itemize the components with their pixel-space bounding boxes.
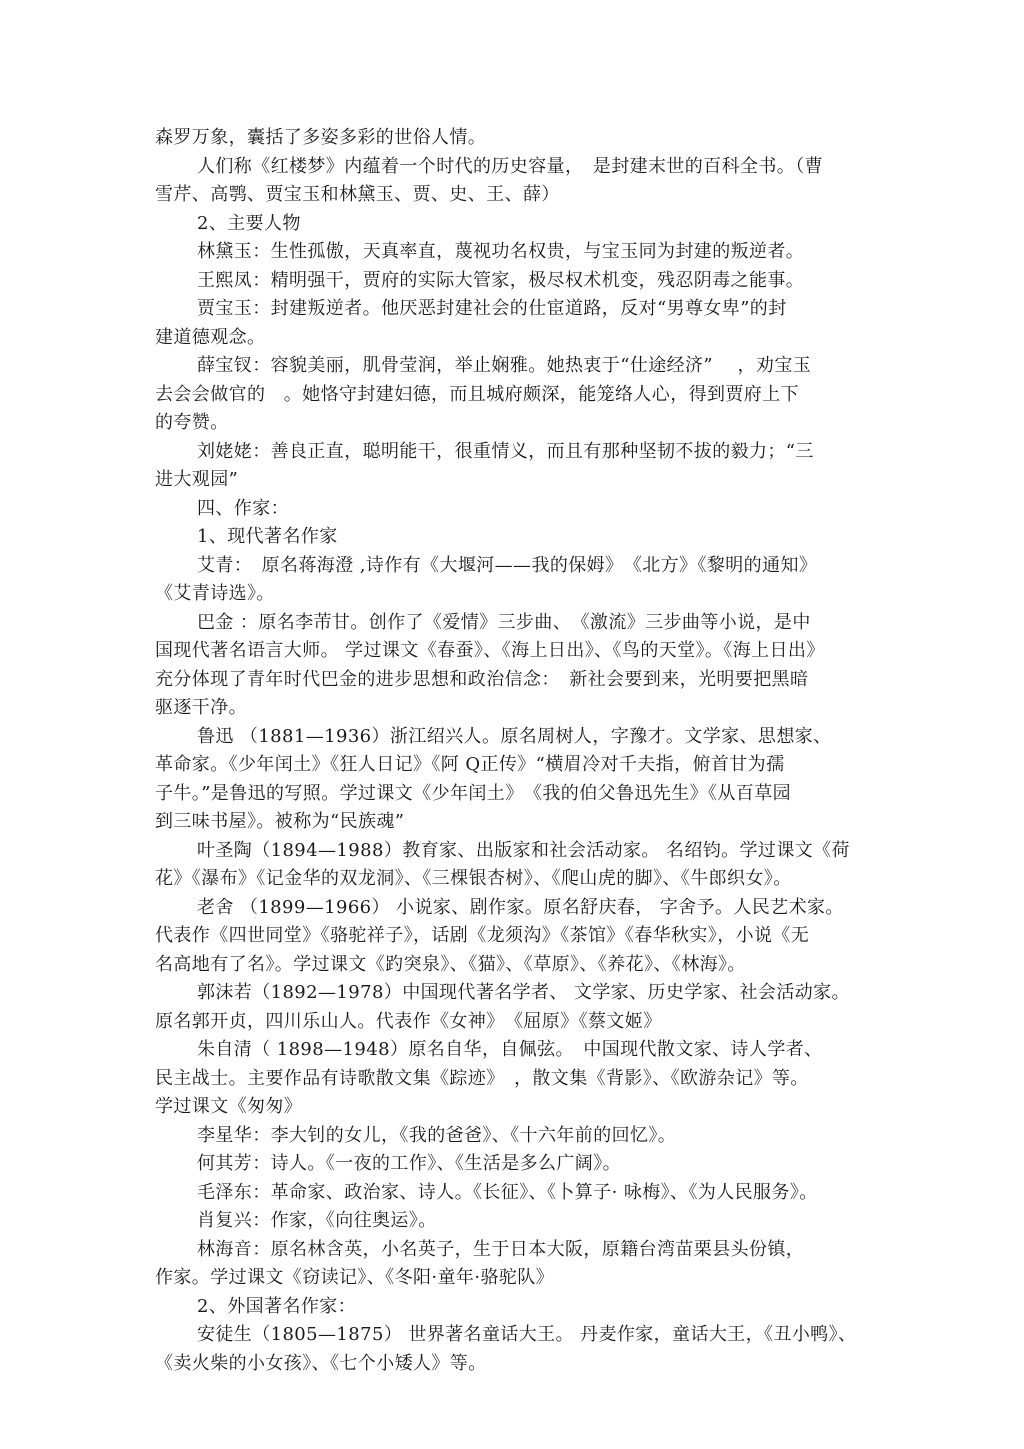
text-line: 花》《瀑布》《记金华的双龙洞》、《三棵银杏树》、《爬山虎的脚》、《牛郎织女》。 — [155, 868, 792, 889]
text-line: 毛泽东：革命家、政治家、诗人。《长征》、《卜算子· 咏梅》、《为人民服务》。 — [197, 1181, 818, 1203]
text-line: 人们称《红楼梦》内蕴着一个时代的历史容量， 是封建末世的百科全书。（曹 — [197, 155, 823, 177]
text-line: 老舍 （1899—1966） 小说家、剧作家。原名舒庆春， 字舍予。人民艺术家。 — [197, 896, 844, 918]
text-line: 国现代著名语言大师。 学过课文《春蚕》、《海上日出》、《鸟的天堂》。《海上日出》 — [155, 640, 825, 661]
text-line: 艾青： 原名蒋海澄 ,诗作有《大堰河——我的保姆》 《北方》《黎明的通知》 — [197, 554, 818, 576]
text-line: 李星华：李大钊的女儿，《我的爸爸》、《十六年前的回忆》。 — [197, 1124, 677, 1146]
text-line: 《卖火柴的小女孩》、《七个小矮人》等。 — [155, 1352, 487, 1374]
text-line: 鲁迅 （1881—1936）浙江绍兴人。原名周树人，字豫才。文学家、思想家、 — [197, 725, 832, 747]
text-line: 民主战士。主要作品有诗歌散文集《踪迹》 ，散文集《背影》、《欧游杂记》等。 — [155, 1067, 809, 1089]
text-line: 建道德观念。 — [155, 326, 266, 348]
text-line: 作家。学过课文《窃读记》、《冬阳·童年·骆驼队》 — [155, 1267, 555, 1288]
text-line: 四、作家： — [197, 497, 289, 519]
text-line: 朱自清（ 1898—1948）原名自华，自佩弦。 中国现代散文家、诗人学者、 — [197, 1039, 823, 1060]
text-line: 学过课文《匆匆》 — [155, 1096, 303, 1117]
text-line: 去会会做官的 。她恪守封建妇德，而且城府颇深，能笼络人心，得到贾府上下 — [155, 383, 799, 405]
text-line: 原名郭开贞，四川乐山人。代表作《女神》 《屈原》《蔡文姬》 — [155, 1010, 662, 1032]
text-line: 进大观园” — [155, 469, 239, 490]
text-line: 驱逐干净。 — [155, 697, 247, 718]
text-line: 革命家。《少年闰土》《狂人日记》《阿 Q正传》“横眉冷对千夫指，俯首甘为孺 — [155, 754, 785, 775]
text-line: 到三味书屋》。被称为“民族魂” — [155, 811, 405, 832]
text-line: 的夸赞。 — [155, 412, 229, 433]
text-line: 林海音：原名林含英，小名英子，生于日本大阪，原籍台湾苗栗县头份镇， — [197, 1238, 805, 1260]
text-line: 《艾青诗选》。 — [155, 583, 275, 604]
text-line: 何其芳：诗人。《一夜的工作》、《生活是多么广阔》。 — [197, 1153, 621, 1174]
text-line: 安徒生（1805—1875） 世界著名童话大王。 丹麦作家，童话大王，《丑小鸭》、 — [197, 1324, 857, 1345]
text-line: 叶圣陶（1894—1988）教育家、出版家和社会活动家。 名绍钧。学过课文《荷 — [197, 839, 850, 861]
text-line: 代表作《四世同堂》《骆驼祥子》，话剧《龙须沟》《茶馆》《春华秋实》，小说《无 — [155, 925, 810, 946]
text-line: 森罗万象，囊括了多姿多彩的世俗人情。 — [155, 127, 487, 148]
text-line: 雪芹、高鹗、贾宝玉和林黛玉、贾、史、王、薛） — [155, 184, 560, 205]
text-line: 1、现代著名作家 — [197, 526, 338, 547]
text-line: 巴金 ：原名李芾甘。创作了《爱情》三步曲、 《激流》三步曲等小说，是中 — [197, 611, 811, 633]
text-line: 肖复兴：作家，《向往奥运》。 — [197, 1210, 437, 1231]
text-line: 2、主要人物 — [197, 212, 301, 234]
text-line: 贾宝玉：封建叛逆者。他厌恶封建社会的仕宦道路，反对“男尊女卑”的封 — [197, 298, 787, 319]
text-line: 名高地有了名》。学过课文《趵突泉》、《猫》、《草原》、《养花》、《林海》。 — [155, 953, 746, 975]
text-line: 郭沫若（1892—1978）中国现代著名学者、 文学家、历史学家、社会活动家。 — [197, 982, 850, 1003]
text-line: 王熙凤：精明强干，贾府的实际大管家，极尽权术机变，残忍阴毒之能事。 — [197, 269, 805, 291]
text-line: 充分体现了青年时代巴金的进步思想和政治信念： 新社会要到来，光明要把黑暗 — [155, 668, 809, 690]
text-line: 林黛玉：生性孤傲，天真率直，蔑视功名权贵，与宝玉同为封建的叛逆者。 — [197, 241, 805, 262]
document-body — [155, 124, 875, 1378]
text-line: 子牛。”是鲁迅的写照。学过课文《少年闰土》 《我的伯父鲁迅先生》《从百草园 — [155, 782, 791, 804]
text-line: 刘姥姥：善良正直，聪明能干，很重情义，而且有那种坚韧不拔的毅力；“三 — [197, 440, 814, 462]
text-line: 薛宝钗：容貌美丽，肌骨莹润，举止娴雅。她热衷于“仕途经济” ，劝宝玉 — [197, 355, 812, 376]
text-line: 2、外国著名作家： — [197, 1295, 357, 1317]
